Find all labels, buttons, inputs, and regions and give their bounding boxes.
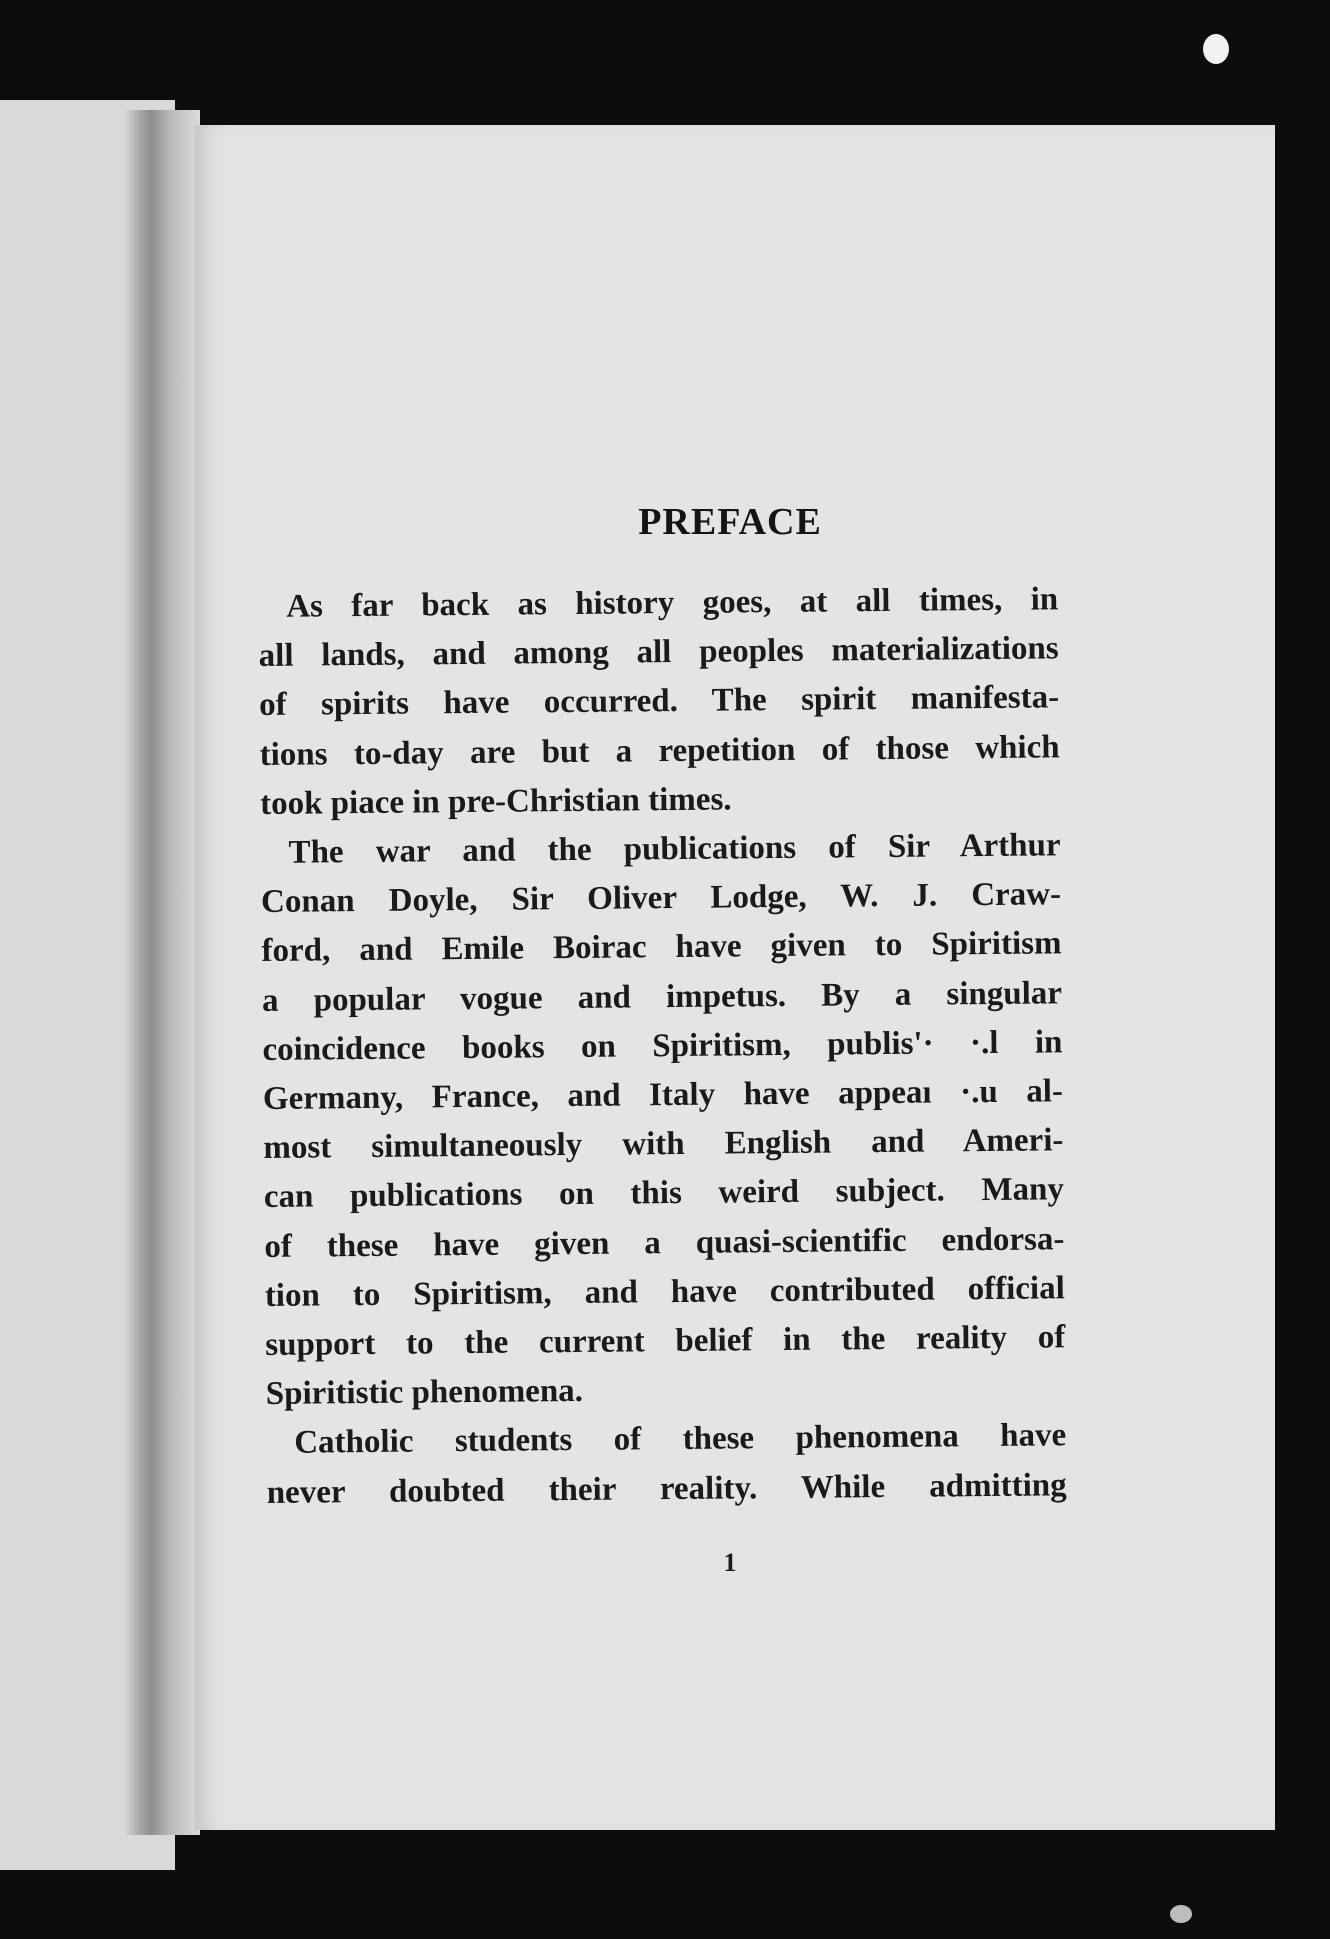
text-line: of these have given a quasi-scientific endorsa- [264,1220,1065,1265]
text-line: took piace in pre-Christian times. [259,781,732,822]
text-line: coincidence books on Spiritism, publis'· ·.l in [262,1024,1063,1068]
text-line: tions to-day are but a repetition of those which [259,728,1060,773]
scan-speck [1170,1905,1192,1923]
paragraph-2 [260,821,1066,1419]
text-line: Germany, France, and Italy have appeaı ·.u al- [262,1073,1064,1118]
preface-body [258,575,1067,1517]
text-line: tion to Spiritism, and have contributed official [264,1270,1065,1314]
text-line: support to the current belief in the reality of [265,1319,1066,1364]
text-line: As far back as history goes, at all times, in [286,581,1059,625]
scan-speck [1203,34,1229,64]
text-line: of spirits have occurred. The spirit manifesta- [259,679,1060,724]
text-line: Conan Doyle, Sir Oliver Lodge, W. J. Craw- [260,876,1062,921]
text-line: ford, and Emile Boirac have given to Spiritism [261,925,1062,970]
text-line: all lands, and among all peoples materializations [258,630,1059,675]
text-line: most simultaneously with English and Ameri- [263,1122,1064,1167]
page-title: PREFACE [638,501,822,543]
text-line: never doubted their reality. While admitting [266,1466,1067,1511]
page-number: 1 [723,1548,737,1577]
text-line: Spiritistic phenomena. [265,1373,584,1413]
text-line: can publications on this weird subject. Many [263,1171,1065,1216]
text-line: a popular vogue and impetus. By a singular [261,974,1063,1019]
text-line: Catholic students of these phenomena have [294,1417,1067,1462]
text-line: The war and the publications of Sir Arthur [288,827,1061,871]
paragraph-3 [266,1412,1067,1518]
paragraph-1 [258,575,1060,829]
book-gutter [125,110,200,1835]
